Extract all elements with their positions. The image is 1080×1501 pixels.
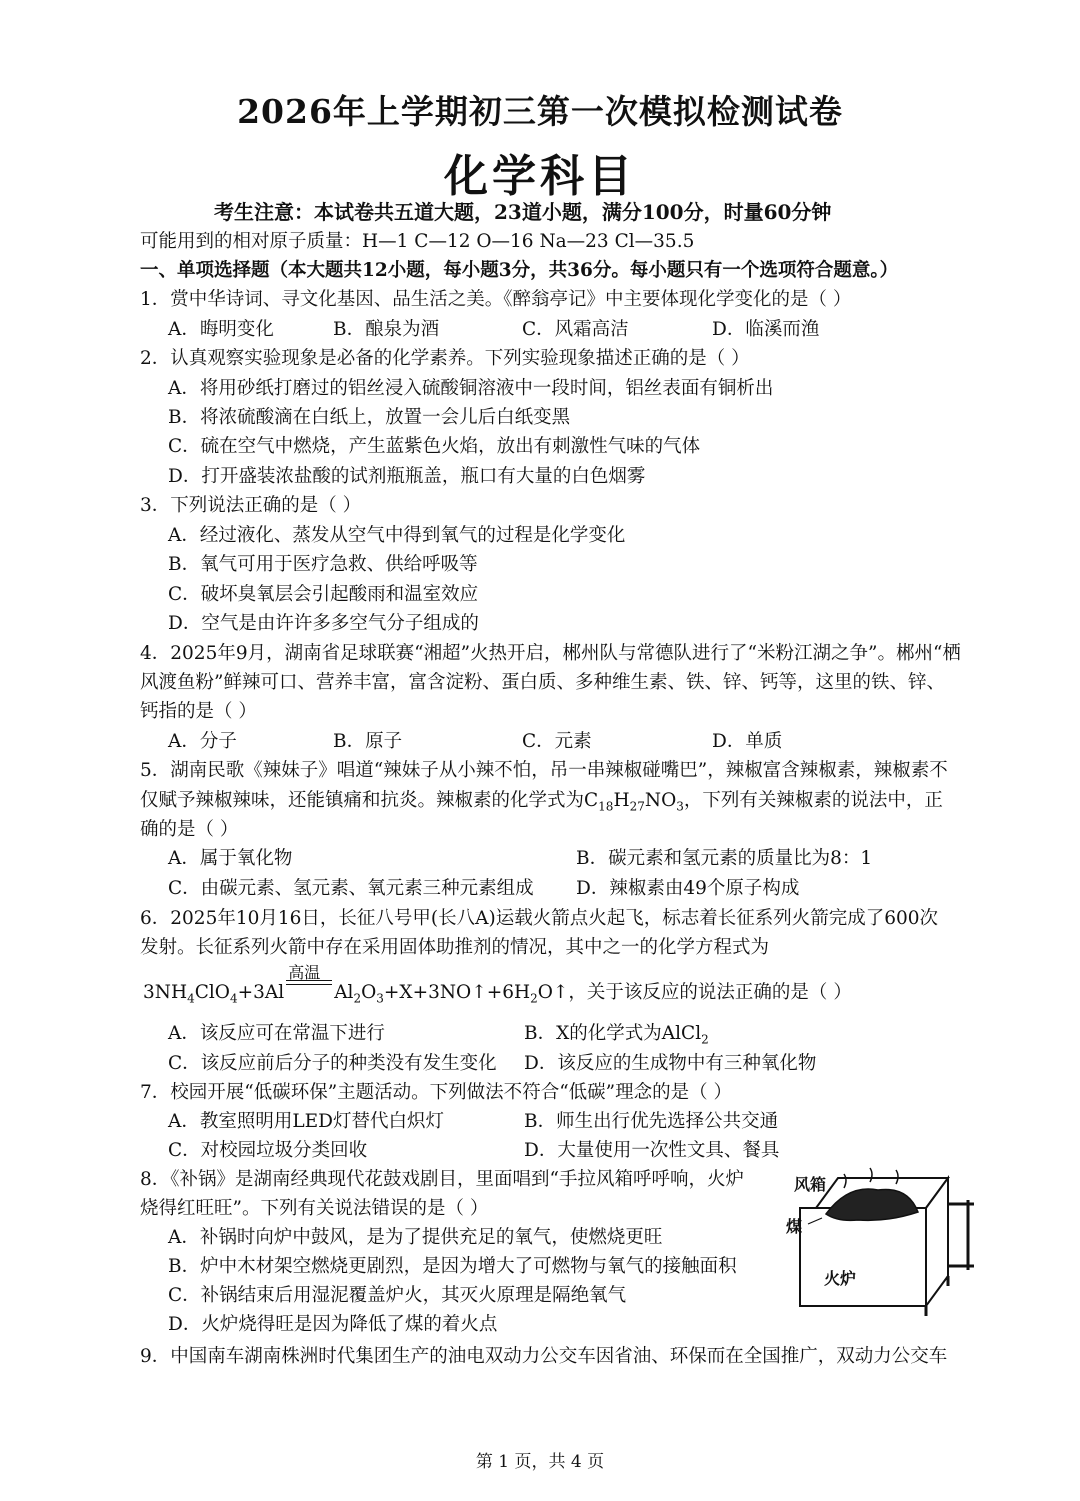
question-1-option-b: B．酿泉为酒 <box>333 319 440 340</box>
question-4-stem-line3: 钙指的是（ ） <box>140 701 257 722</box>
equation-term: Al <box>334 982 354 1003</box>
question-2-option-b: B．将浓硫酸滴在白纸上，放置一会儿后白纸变黑 <box>168 407 571 428</box>
equation-subscript: 2 <box>353 991 362 1006</box>
equation-term: O <box>361 982 377 1003</box>
question-5-option-a: A．属于氧化物 <box>168 848 293 869</box>
question-4-option-d: D．单质 <box>712 731 783 752</box>
question-6-stem-line2: 发射。长征系列火箭中存在采用固体助推剂的情况，其中之一的化学方程式为 <box>140 937 770 958</box>
question-8-option-a: A．补锅时向炉中鼓风，是为了提供充足的氧气，使燃烧更旺 <box>168 1227 663 1248</box>
question-5-stem-line1: 5．湖南民歌《辣妹子》唱道“辣妹子从小辣不怕，吊一串辣椒碰嘴巴”，辣椒富含辣椒素，辣椒素不 <box>140 760 948 781</box>
question-3-option-c: C．破坏臭氧层会引起酸雨和温室效应 <box>168 584 479 605</box>
question-6-option-b-text: B．X的化学式为AlCl <box>524 1023 702 1044</box>
question-5-stem-line3: 确的是（ ） <box>140 819 239 840</box>
question-8-option-c: C．补锅结束后用湿泥覆盖炉火，其灭火原理是隔绝氧气 <box>168 1285 627 1306</box>
question-7-option-d: D．大量使用一次性文具、餐具 <box>524 1140 780 1161</box>
question-8-option-d: D．火炉烧得旺是因为降低了煤的着火点 <box>168 1314 498 1335</box>
equation-subscript: 4 <box>187 991 195 1006</box>
question-1-option-d: D．临溪而渔 <box>712 319 820 340</box>
question-5-option-c: C．由碳元素、氢元素、氧元素三种元素组成 <box>168 878 534 899</box>
bellows-label: 风箱 <box>794 1175 827 1194</box>
question-2-option-a: A．将用砂纸打磨过的铝丝浸入硫酸铜溶液中一段时间，铝丝表面有铜析出 <box>168 378 774 399</box>
question-4-option-a: A．分子 <box>168 731 237 752</box>
question-4-stem-line1: 4．2025年9月，湖南省足球联赛“湘超”火热开启，郴州队与常德队进行了“米粉江湖之争”。郴州“栖 <box>140 643 961 664</box>
formula-element: NO <box>644 790 677 811</box>
question-2-option-d: D．打开盛装浓盐酸的试剂瓶瓶盖，瓶口有大量的白色烟雾 <box>168 466 646 487</box>
chemical-equation <box>143 963 852 1006</box>
question-8-stem-line2: 烧得红旺旺”。下列有关说法错误的是（ ） <box>140 1198 489 1219</box>
equation-term: +3Al <box>237 982 285 1003</box>
question-6-option-d: D．该反应的生成物中有三种氧化物 <box>524 1053 817 1074</box>
question-7-stem: 7．校园开展“低碳环保”主题活动。下列做法不符合“低碳”理念的是（ ） <box>140 1082 732 1103</box>
question-4-option-c: C．元素 <box>522 731 592 752</box>
subject-title: 化学科目 <box>444 151 636 202</box>
question-6-stem-line1: 6．2025年10月16日，长征八号甲(长八A)运载火箭点火起飞，标志着长征系列火箭完成了600次 <box>140 908 939 929</box>
question-4-option-b: B．原子 <box>333 731 403 752</box>
equation-subscript: 3 <box>376 991 384 1006</box>
question-6-option-a: A．该反应可在常温下进行 <box>168 1023 385 1044</box>
equation-term: ClO <box>194 982 230 1003</box>
formula-subscript: 27 <box>629 799 645 814</box>
question-5-formula-tail: ，下列有关辣椒素的说法中，正 <box>683 790 943 811</box>
reaction-condition <box>286 963 332 1003</box>
stove-label: 火炉 <box>824 1269 857 1288</box>
question-6-option-b <box>524 1022 709 1052</box>
equation-term: O↑，关于该反应的说法正确的是（ ） <box>537 982 852 1003</box>
question-2-stem: 2．认真观察实验现象是必备的化学素养。下列实验现象描述正确的是（ ） <box>140 348 750 369</box>
question-1-option-c: C．风霜高洁 <box>522 319 629 340</box>
question-5-option-b: B．碳元素和氢元素的质量比为8：1 <box>576 848 873 869</box>
page-number: 第 1 页，共 4 页 <box>475 1452 605 1472</box>
formula-subscript: 18 <box>598 799 614 814</box>
atomic-masses: 可能用到的相对原子质量：H—1 C—12 O—16 Na—23 Cl—35.5 <box>140 231 695 252</box>
formula-subscript: 2 <box>701 1032 709 1047</box>
question-5-stem-line2 <box>140 789 943 819</box>
question-8-stem-line1: 8．《补锅》是湖南经典现代花鼓戏剧目，里面唱到“手拉风箱呼呼响，火炉 <box>140 1169 744 1190</box>
equation-term: 3NH <box>143 982 188 1003</box>
formula-subscript: 3 <box>676 799 684 814</box>
reaction-condition-label: 高温 <box>288 963 321 982</box>
exam-notice: 考生注意：本试卷共五道大题，23道小题，满分100分，时量60分钟 <box>214 200 832 224</box>
question-9-stem-line1: 9．中国南车湖南株洲时代集团生产的油电双动力公交车因省油、环保而在全国推广，双动力公交车 <box>140 1346 948 1367</box>
question-1-stem: 1．赏中华诗词、寻文化基因、品生活之美。《醉翁亭记》中主要体现化学变化的是（ ） <box>140 289 852 310</box>
question-5-formula-lead: 仅赋予辣椒辣味，还能镇痛和抗炎。辣椒素的化学式为C <box>140 790 599 811</box>
coal-label: 煤 <box>786 1217 803 1236</box>
question-7-option-c: C．对校园垃圾分类回收 <box>168 1140 368 1161</box>
question-3-option-d: D．空气是由许许多多空气分子组成的 <box>168 613 479 634</box>
formula-element: H <box>613 790 630 811</box>
question-3-option-b: B．氧气可用于医疗急救、供给呼吸等 <box>168 554 478 575</box>
equation-subscript: 2 <box>530 991 538 1006</box>
section-heading: 一、单项选择题（本大题共12小题，每小题3分，共36分。每小题只有一个选项符合题意。） <box>140 260 899 281</box>
equation-term: +X+3NO↑+6H <box>383 982 531 1003</box>
equals-line <box>286 980 332 981</box>
exam-title: 2026年上学期初三第一次模拟检测试卷 <box>237 92 843 131</box>
question-8-option-b: B．炉中木材架空燃烧更剧烈，是因为增大了可燃物与氧气的接触面积 <box>168 1256 737 1277</box>
question-1-option-a: A．晦明变化 <box>168 319 274 340</box>
question-7-option-b: B．师生出行优先选择公共交通 <box>524 1111 779 1132</box>
question-2-option-c: C．硫在空气中燃烧，产生蓝紫色火焰，放出有刺激性气味的气体 <box>168 436 701 457</box>
stove-bellows-figure <box>778 1166 978 1322</box>
question-3-option-a: A．经过液化、蒸发从空气中得到氧气的过程是化学变化 <box>168 525 626 546</box>
equals-line <box>286 984 332 985</box>
question-3-stem: 3．下列说法正确的是（ ） <box>140 495 362 516</box>
question-4-stem-line2: 风渡鱼粉”鲜辣可口、营养丰富，富含淀粉、蛋白质、多种维生素、铁、锌、钙等，这里的铁、锌、 <box>140 672 945 693</box>
equation-subscript: 4 <box>229 991 238 1006</box>
question-6-option-c: C．该反应前后分子的种类没有发生变化 <box>168 1053 497 1074</box>
question-7-option-a: A．教室照明用LED灯替代白炽灯 <box>168 1111 444 1132</box>
question-5-option-d: D．辣椒素由49个原子构成 <box>576 878 800 899</box>
